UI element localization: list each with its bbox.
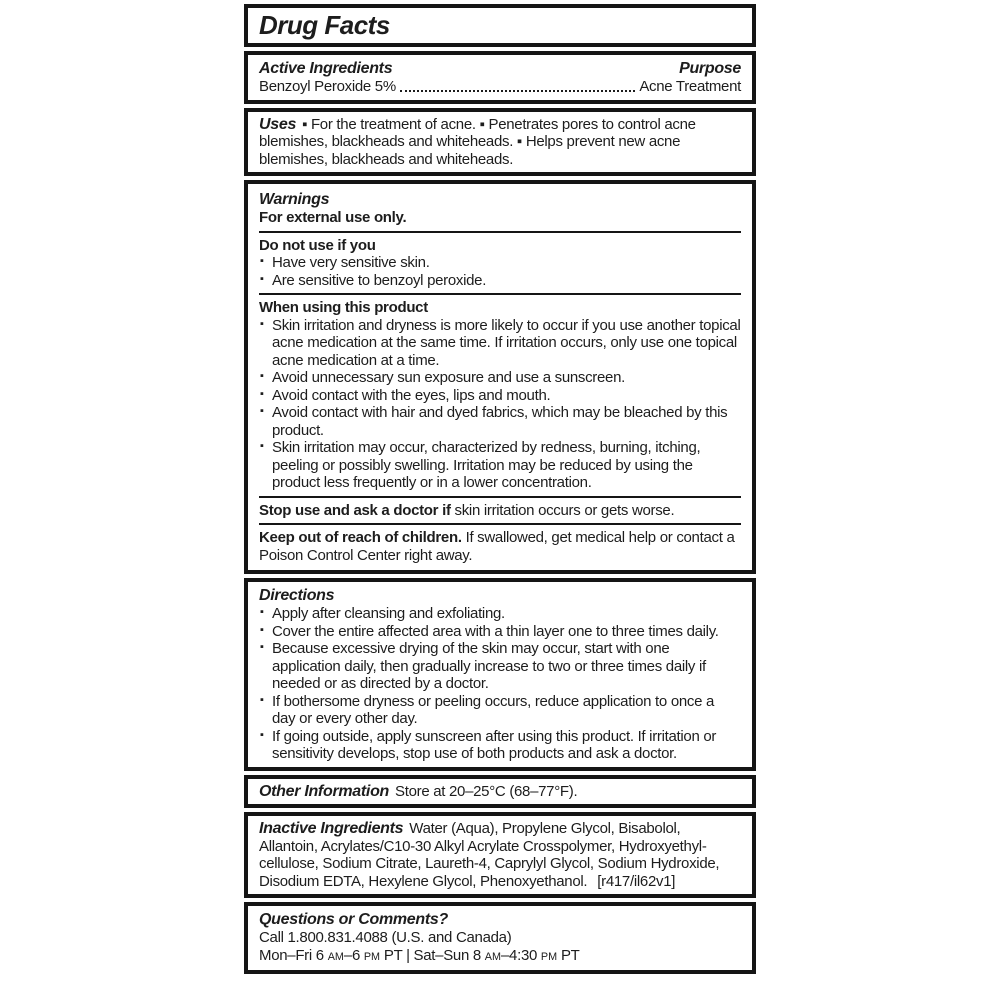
when-using-bullet: ▪ Avoid unnecessary sun exposure and use a sunscreen. bbox=[259, 369, 741, 387]
active-ingredients-section bbox=[244, 51, 756, 104]
directions-bullet: ▪ Apply after cleansing and exfoliating. bbox=[259, 605, 741, 623]
external-use-statement: For external use only. bbox=[259, 209, 407, 226]
purpose-heading: Purpose bbox=[679, 60, 741, 77]
label-code: [r417/il62v1] bbox=[597, 872, 676, 890]
hours-line: Mon–Fri 6 AM–6 PM PT | Sat–Sun 8 AM–4:30 PM PT bbox=[259, 946, 580, 964]
stop-use-paragraph bbox=[259, 502, 741, 520]
directions-heading: Directions bbox=[259, 587, 335, 604]
purpose-value: Acne Treatment bbox=[639, 78, 741, 95]
keep-out-text: If swallowed, get medical help or contact a Poison Control Center right away. bbox=[259, 529, 735, 564]
questions-section bbox=[244, 902, 756, 974]
other-information-heading: Other Information bbox=[259, 782, 390, 800]
keep-out-subsection bbox=[259, 525, 741, 568]
other-information-paragraph bbox=[259, 783, 741, 801]
warnings-heading: Warnings bbox=[259, 191, 330, 208]
inactive-ingredients-paragraph bbox=[259, 820, 741, 890]
other-information-section bbox=[244, 775, 756, 809]
keep-out-label: Keep out of reach of children. bbox=[259, 529, 462, 546]
uses-section bbox=[244, 108, 756, 177]
active-ingredient-row bbox=[259, 78, 741, 96]
uses-paragraph bbox=[259, 116, 741, 169]
do-not-use-bullet: ▪ Are sensitive to benzoyl peroxide. bbox=[259, 272, 741, 290]
when-using-bullet: ▪ Avoid contact with the eyes, lips and mouth. bbox=[259, 387, 741, 405]
when-using-heading: When using this product bbox=[259, 299, 428, 316]
other-information-text: Store at 20–25°C (68–77°F). bbox=[395, 782, 578, 800]
do-not-use-list bbox=[259, 254, 741, 289]
do-not-use-subsection bbox=[259, 233, 741, 296]
questions-heading: Questions or Comments? bbox=[259, 911, 448, 928]
when-using-bullet: ▪ Avoid contact with hair and dyed fabrics, which may be bleached by this product. bbox=[259, 404, 741, 439]
stop-use-text: skin irritation occurs or gets worse. bbox=[450, 501, 675, 519]
uses-heading: Uses bbox=[259, 115, 297, 133]
directions-bullet: ▪ Because excessive drying of the skin may occur, start with one application daily, then gradually increase to two or three times daily if needed or as directed by a doctor. bbox=[259, 640, 741, 693]
warnings-section bbox=[244, 180, 756, 574]
do-not-use-heading: Do not use if you bbox=[259, 236, 376, 254]
when-using-bullet: ▪ Skin irritation and dryness is more likely to occur if you use another topical acne medication at the same time. If irritation occurs, only use one topical acne medication at a time. bbox=[259, 317, 741, 370]
stop-use-label: Stop use and ask a doctor if bbox=[259, 501, 451, 519]
inactive-ingredients-text: Water (Aqua), Propylene Glycol, Bisabolol, Allantoin, Acrylates/C10-30 Alkyl Acrylate Crosspolymer, Hydroxyethylcellulose, Sodium Citrate, Laureth-4, Caprylyl Glycol, Sodium Hydroxide, Disodium EDTA, Hexylene Glycol, Phenoxyethanol. bbox=[259, 820, 720, 890]
keep-out-paragraph bbox=[259, 529, 741, 564]
uses-text: ▪ For the treatment of acne. ▪ Penetrates pores to control acne blemishes, blackheads and whiteheads. ▪ Helps prevent new acne blemishes, blackheads and whiteheads. bbox=[259, 115, 696, 168]
title-section bbox=[244, 4, 756, 47]
stop-use-subsection bbox=[259, 498, 741, 526]
when-using-list bbox=[259, 317, 741, 492]
warnings-intro-subsection bbox=[259, 186, 741, 233]
directions-bullet: ▪ If bothersome dryness or peeling occurs, reduce application to once a day or every other day. bbox=[259, 693, 741, 728]
do-not-use-bullet: ▪ Have very sensitive skin. bbox=[259, 254, 741, 272]
active-ingredient-name: Benzoyl Peroxide 5% bbox=[259, 78, 396, 95]
directions-bullet: ▪ Cover the entire affected area with a thin layer one to three times daily. bbox=[259, 623, 741, 641]
inactive-ingredients-heading: Inactive Ingredients bbox=[259, 820, 404, 837]
drug-facts-label bbox=[244, 4, 756, 974]
when-using-subsection bbox=[259, 295, 741, 498]
dot-leader bbox=[400, 90, 635, 92]
active-ingredients-heading: Active Ingredients bbox=[259, 60, 393, 77]
when-using-bullet: ▪ Skin irritation may occur, characterized by redness, burning, itching, peeling or possibly swelling. Irritation may be reduced by using the product less frequently or in a lower concentration. bbox=[259, 439, 741, 492]
directions-list bbox=[259, 605, 741, 763]
directions-bullet: ▪ If going outside, apply sunscreen after using this product. If irritation or sensitivity develops, stop use of both products and ask a doctor. bbox=[259, 728, 741, 763]
phone-line: Call 1.800.831.4088 (U.S. and Canada) bbox=[259, 929, 512, 946]
drug-facts-title: Drug Facts bbox=[259, 10, 390, 40]
directions-section bbox=[244, 578, 756, 771]
active-ingredients-header-row bbox=[259, 59, 741, 78]
inactive-ingredients-section bbox=[244, 812, 756, 898]
